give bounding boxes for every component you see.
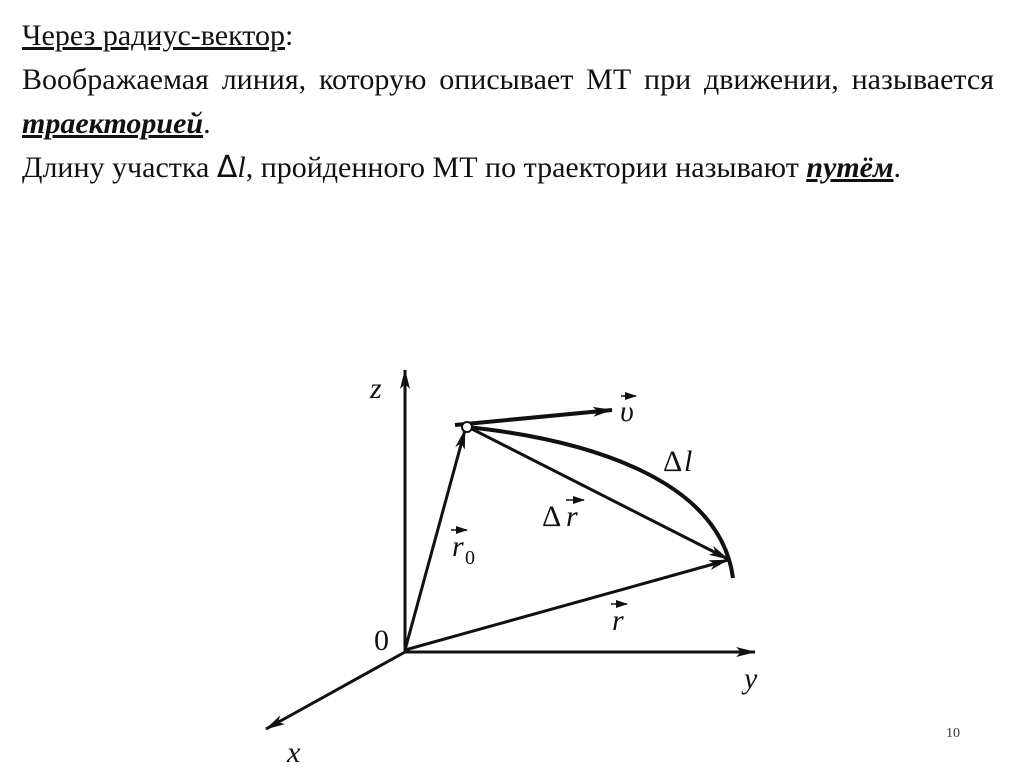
path-text-mid: , пройденного МТ по траектории называют: [245, 151, 807, 184]
trajectory-text: Воображаемая линия, которую описывает МТ при движении, называется: [22, 63, 994, 96]
trajectory-term: траекторией: [22, 107, 204, 140]
l-symbol: l: [237, 151, 246, 184]
delta-symbol: Δ: [216, 150, 238, 185]
velocity-vector: [455, 410, 612, 425]
z-axis-label: z: [370, 372, 382, 405]
heading-colon: :: [284, 19, 294, 52]
path-end: .: [893, 151, 902, 184]
path-length-l: l: [684, 445, 693, 478]
material-point: [462, 422, 472, 432]
velocity-label: υ: [620, 395, 634, 428]
r-vector: [405, 560, 728, 650]
displacement-delta: Δ: [542, 500, 562, 533]
trajectory-end: .: [203, 107, 211, 140]
page-number: 10: [946, 726, 960, 741]
heading-label: Через радиус-вектор: [22, 19, 285, 52]
r0-subscript: 0: [465, 547, 475, 569]
path-text-start: Длину участка: [22, 151, 217, 184]
x-axis: [266, 652, 405, 729]
path-term: путём: [806, 151, 894, 184]
r-label: r: [612, 604, 624, 637]
x-axis-label: x: [287, 736, 301, 767]
path-length-delta: Δ: [663, 445, 683, 478]
displacement-r: r: [566, 500, 578, 533]
origin-label: 0: [374, 624, 389, 657]
r0-label: r: [452, 530, 464, 563]
y-axis-label: y: [744, 662, 758, 695]
trajectory-curve: [467, 427, 733, 578]
